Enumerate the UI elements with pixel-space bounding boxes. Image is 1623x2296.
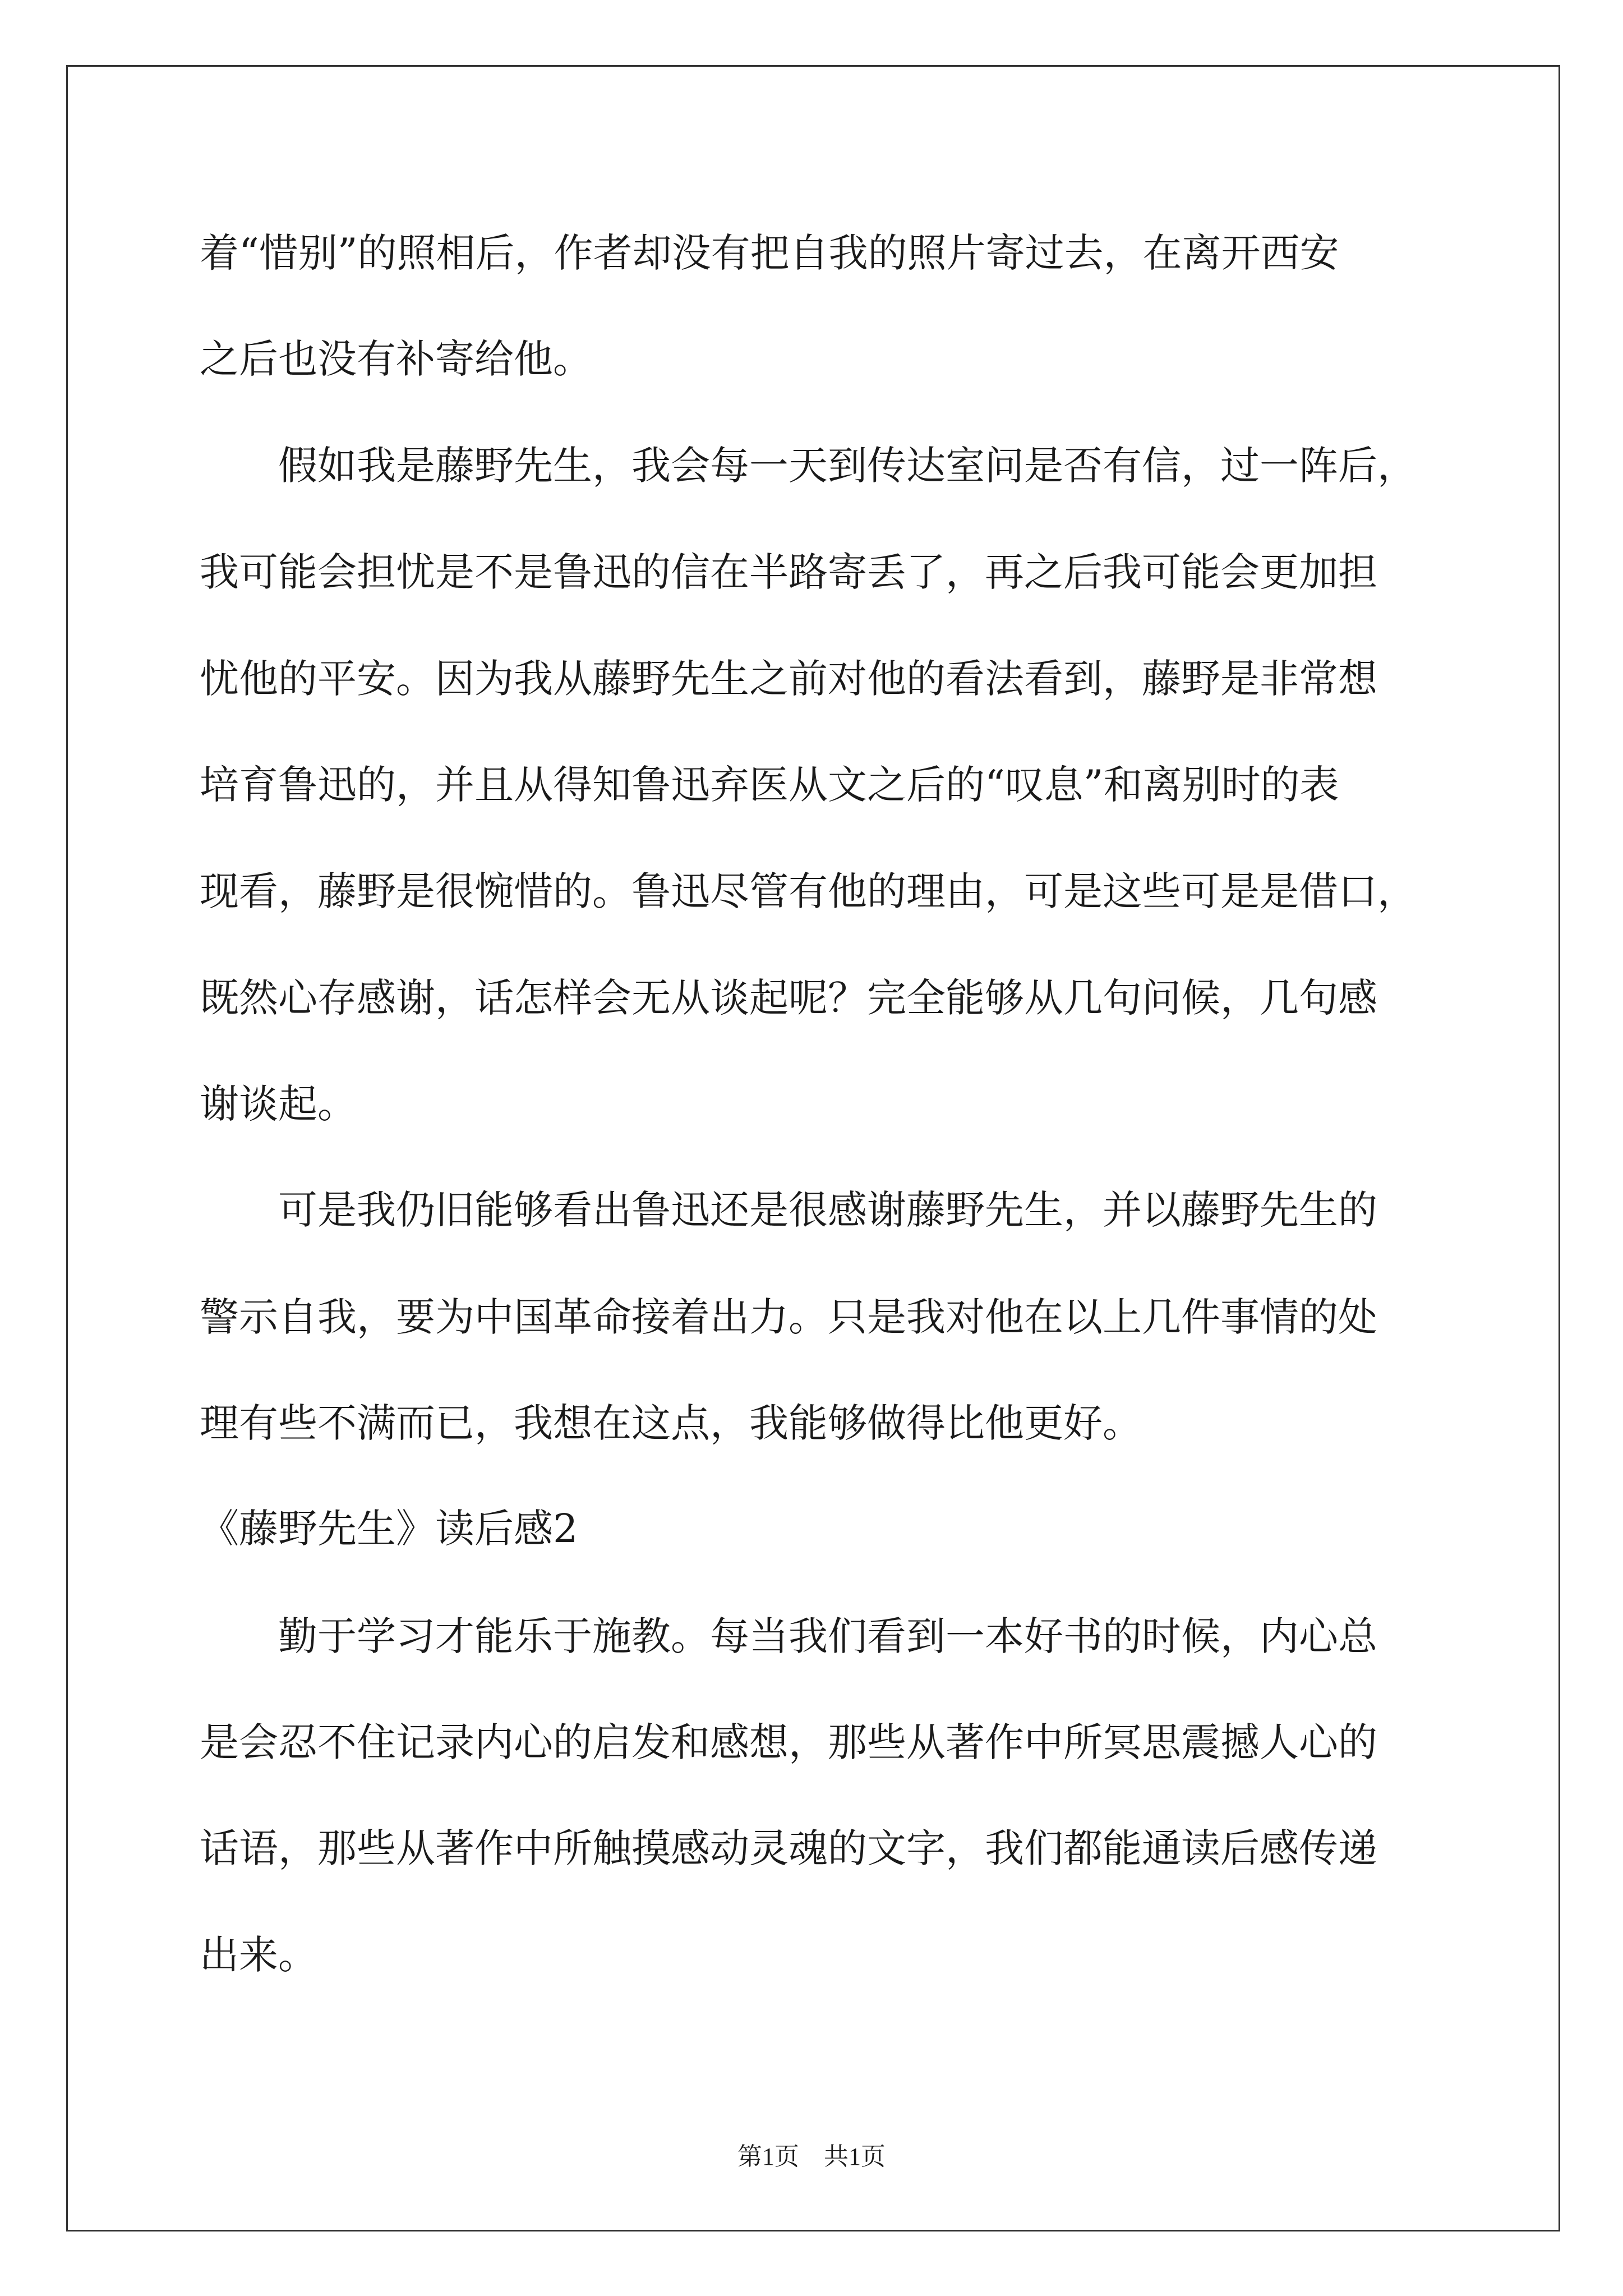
text-line: 着“惜别”的照相后，作者却没有把自我的照片寄过去，在离开西安 [200,230,1339,276]
text-line: 之后也没有补寄给他。 [200,336,592,382]
page-border [66,65,1560,2231]
text-line: 我可能会担忧是不是鲁迅的信在半路寄丢了，再之后我可能会更加担 [200,549,1377,595]
text-line: 勤于学习才能乐于施教。每当我们看到一本好书的时候，内心总 [200,1613,1377,1659]
text-line: 话语，那些从著作中所触摸感动灵魂的文字，我们都能通读后感传递 [200,1825,1377,1871]
text-line: 谢谈起。 [200,1081,357,1127]
text-line: 可是我仍旧能够看出鲁迅还是很感谢藤野先生，并以藤野先生的 [200,1187,1377,1233]
text-line: 假如我是藤野先生，我会每一天到传达室问是否有信，过一阵后， [200,443,1417,489]
text-line: 警示自我，要为中国革命接着出力。只是我对他在以上几件事情的处 [200,1294,1377,1340]
text-line: 现看，藤野是很惋惜的。鲁迅尽管有他的理由，可是这些可是是借口， [200,868,1417,914]
page-footer: 第1页 共1页 [737,2143,886,2170]
text-line: 既然心存感谢，话怎样会无从谈起呢？完全能够从几句问候，几句感 [200,975,1377,1021]
text-line: 是会忍不住记录内心的启发和感想，那些从著作中所冥思震撼人心的 [200,1719,1377,1765]
text-line: 培育鲁迅的，并且从得知鲁迅弃医从文之后的“叹息”和离别时的表 [200,762,1339,808]
text-line: 出来。 [200,1932,317,1978]
text-line: 理有些不满而已，我想在这点，我能够做得比他更好。 [200,1400,1142,1446]
section-heading: 《藤野先生》读后感2 [200,1506,578,1552]
text-line: 忧他的平安。因为我从藤野先生之前对他的看法看到，藤野是非常想 [200,656,1377,702]
